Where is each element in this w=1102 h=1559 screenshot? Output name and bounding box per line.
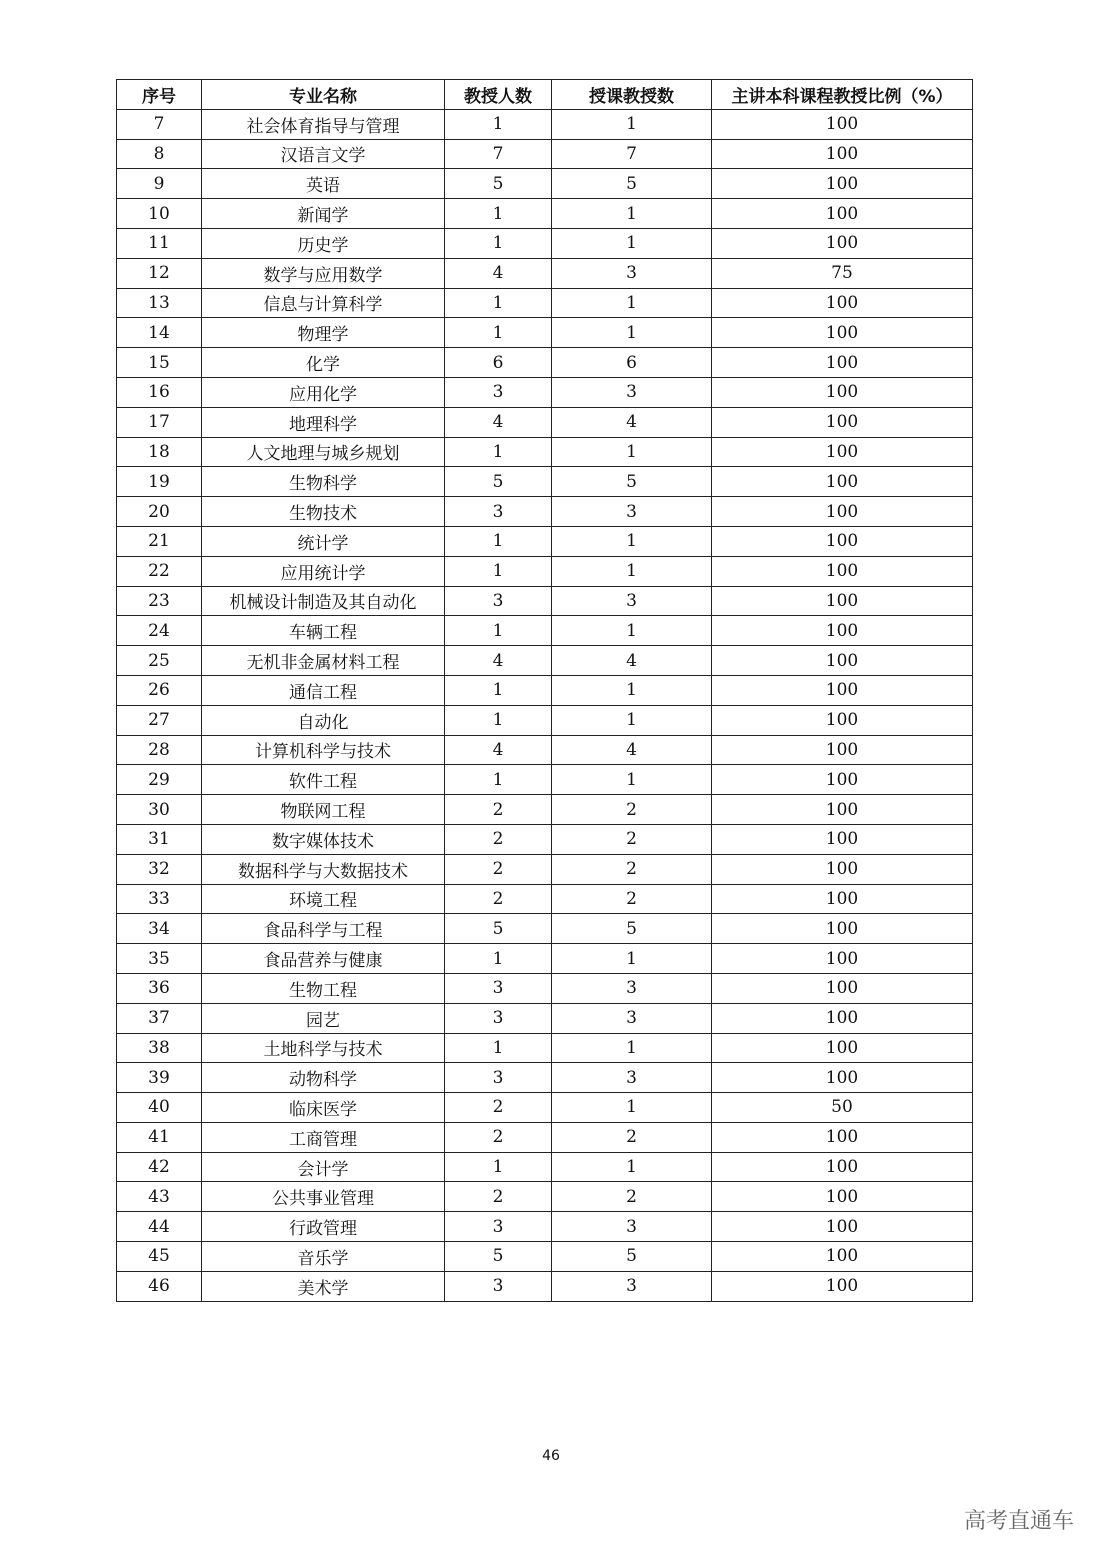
table-row	[117, 377, 973, 407]
cell-teaching-professor-count: 5	[552, 169, 712, 199]
cell-serial: 18	[117, 437, 202, 467]
cell-teaching-professor-count: 5	[552, 914, 712, 944]
cell-teaching-ratio: 100	[712, 228, 973, 258]
cell-serial: 27	[117, 705, 202, 735]
cell-teaching-professor-count: 1	[552, 944, 712, 974]
cell-serial: 46	[117, 1271, 202, 1301]
cell-major-name: 新闻学	[202, 199, 445, 229]
cell-teaching-ratio: 100	[712, 675, 973, 705]
cell-professor-count: 1	[445, 944, 552, 974]
cell-professor-count: 1	[445, 109, 552, 139]
cell-professor-count: 4	[445, 258, 552, 288]
header-teaching-ratio: 主讲本科课程教授比例（%）	[712, 80, 973, 110]
cell-serial: 39	[117, 1063, 202, 1093]
cell-serial: 35	[117, 944, 202, 974]
cell-teaching-professor-count: 1	[552, 1093, 712, 1123]
cell-serial: 8	[117, 139, 202, 169]
header-professor-count: 教授人数	[445, 80, 552, 110]
cell-professor-count: 5	[445, 914, 552, 944]
cell-professor-count: 1	[445, 199, 552, 229]
table-row	[117, 705, 973, 735]
cell-professor-count: 1	[445, 765, 552, 795]
table-row	[117, 556, 973, 586]
cell-teaching-professor-count: 5	[552, 467, 712, 497]
cell-teaching-professor-count: 1	[552, 1033, 712, 1063]
cell-teaching-ratio: 100	[712, 318, 973, 348]
table-row	[117, 646, 973, 676]
cell-serial: 24	[117, 616, 202, 646]
table-row	[117, 258, 973, 288]
cell-major-name: 食品营养与健康	[202, 944, 445, 974]
cell-serial: 22	[117, 556, 202, 586]
table-row	[117, 824, 973, 854]
cell-professor-count: 3	[445, 1063, 552, 1093]
cell-major-name: 物联网工程	[202, 795, 445, 825]
cell-professor-count: 2	[445, 1122, 552, 1152]
cell-teaching-professor-count: 6	[552, 348, 712, 378]
table-row	[117, 1152, 973, 1182]
cell-teaching-professor-count: 1	[552, 199, 712, 229]
cell-professor-count: 2	[445, 1093, 552, 1123]
table-row	[117, 914, 973, 944]
cell-professor-count: 3	[445, 973, 552, 1003]
table-row	[117, 348, 973, 378]
cell-serial: 9	[117, 169, 202, 199]
cell-serial: 45	[117, 1242, 202, 1272]
cell-teaching-professor-count: 4	[552, 735, 712, 765]
cell-teaching-professor-count: 4	[552, 646, 712, 676]
header-major-name: 专业名称	[202, 80, 445, 110]
cell-teaching-ratio: 100	[712, 526, 973, 556]
cell-teaching-ratio: 100	[712, 705, 973, 735]
cell-serial: 19	[117, 467, 202, 497]
cell-teaching-professor-count: 5	[552, 1242, 712, 1272]
cell-major-name: 人文地理与城乡规划	[202, 437, 445, 467]
cell-teaching-ratio: 50	[712, 1093, 973, 1123]
cell-serial: 7	[117, 109, 202, 139]
cell-professor-count: 2	[445, 884, 552, 914]
cell-major-name: 应用化学	[202, 377, 445, 407]
cell-teaching-ratio: 100	[712, 199, 973, 229]
cell-teaching-ratio: 100	[712, 407, 973, 437]
cell-major-name: 临床医学	[202, 1093, 445, 1123]
cell-serial: 42	[117, 1152, 202, 1182]
cell-teaching-ratio: 100	[712, 944, 973, 974]
cell-professor-count: 1	[445, 437, 552, 467]
cell-major-name: 土地科学与技术	[202, 1033, 445, 1063]
cell-major-name: 社会体育指导与管理	[202, 109, 445, 139]
cell-teaching-professor-count: 3	[552, 973, 712, 1003]
table-row	[117, 944, 973, 974]
cell-teaching-professor-count: 2	[552, 884, 712, 914]
cell-professor-count: 3	[445, 1003, 552, 1033]
cell-teaching-professor-count: 2	[552, 1122, 712, 1152]
table-row	[117, 288, 973, 318]
cell-serial: 38	[117, 1033, 202, 1063]
cell-teaching-ratio: 100	[712, 1271, 973, 1301]
cell-professor-count: 2	[445, 1182, 552, 1212]
cell-teaching-professor-count: 3	[552, 377, 712, 407]
cell-major-name: 汉语言文学	[202, 139, 445, 169]
cell-major-name: 物理学	[202, 318, 445, 348]
cell-serial: 44	[117, 1212, 202, 1242]
cell-teaching-ratio: 100	[712, 1033, 973, 1063]
cell-serial: 32	[117, 854, 202, 884]
table-row	[117, 407, 973, 437]
cell-serial: 12	[117, 258, 202, 288]
cell-professor-count: 1	[445, 228, 552, 258]
cell-professor-count: 5	[445, 169, 552, 199]
cell-serial: 11	[117, 228, 202, 258]
cell-major-name: 自动化	[202, 705, 445, 735]
table-row	[117, 1212, 973, 1242]
cell-major-name: 英语	[202, 169, 445, 199]
cell-major-name: 计算机科学与技术	[202, 735, 445, 765]
table-row	[117, 765, 973, 795]
table-row	[117, 169, 973, 199]
cell-serial: 34	[117, 914, 202, 944]
cell-teaching-ratio: 100	[712, 884, 973, 914]
cell-teaching-ratio: 100	[712, 616, 973, 646]
cell-professor-count: 2	[445, 854, 552, 884]
table-row	[117, 1093, 973, 1123]
cell-major-name: 机械设计制造及其自动化	[202, 586, 445, 616]
cell-professor-count: 3	[445, 377, 552, 407]
cell-teaching-professor-count: 7	[552, 139, 712, 169]
cell-professor-count: 1	[445, 705, 552, 735]
cell-serial: 21	[117, 526, 202, 556]
cell-major-name: 无机非金属材料工程	[202, 646, 445, 676]
table-row	[117, 586, 973, 616]
cell-professor-count: 3	[445, 586, 552, 616]
cell-major-name: 信息与计算科学	[202, 288, 445, 318]
cell-major-name: 会计学	[202, 1152, 445, 1182]
cell-teaching-ratio: 100	[712, 1152, 973, 1182]
cell-major-name: 历史学	[202, 228, 445, 258]
cell-teaching-ratio: 75	[712, 258, 973, 288]
cell-major-name: 数据科学与大数据技术	[202, 854, 445, 884]
cell-serial: 37	[117, 1003, 202, 1033]
header-serial: 序号	[117, 80, 202, 110]
cell-professor-count: 1	[445, 675, 552, 705]
cell-teaching-professor-count: 1	[552, 1152, 712, 1182]
cell-serial: 31	[117, 824, 202, 854]
cell-serial: 33	[117, 884, 202, 914]
cell-major-name: 数学与应用数学	[202, 258, 445, 288]
table-row	[117, 616, 973, 646]
table-row	[117, 1063, 973, 1093]
cell-serial: 23	[117, 586, 202, 616]
cell-major-name: 化学	[202, 348, 445, 378]
cell-serial: 17	[117, 407, 202, 437]
cell-teaching-professor-count: 1	[552, 288, 712, 318]
cell-serial: 14	[117, 318, 202, 348]
cell-teaching-professor-count: 1	[552, 705, 712, 735]
cell-teaching-ratio: 100	[712, 109, 973, 139]
table-row	[117, 497, 973, 527]
cell-major-name: 生物技术	[202, 497, 445, 527]
cell-teaching-professor-count: 1	[552, 675, 712, 705]
cell-teaching-professor-count: 4	[552, 407, 712, 437]
cell-teaching-ratio: 100	[712, 795, 973, 825]
table-row	[117, 1242, 973, 1272]
cell-serial: 30	[117, 795, 202, 825]
cell-serial: 10	[117, 199, 202, 229]
cell-serial: 25	[117, 646, 202, 676]
table-row	[117, 735, 973, 765]
cell-teaching-professor-count: 3	[552, 586, 712, 616]
cell-serial: 20	[117, 497, 202, 527]
cell-professor-count: 4	[445, 407, 552, 437]
watermark: 高考直通车	[963, 1509, 1074, 1534]
cell-teaching-professor-count: 1	[552, 765, 712, 795]
cell-serial: 41	[117, 1122, 202, 1152]
cell-teaching-professor-count: 3	[552, 1003, 712, 1033]
cell-professor-count: 1	[445, 288, 552, 318]
cell-teaching-ratio: 100	[712, 735, 973, 765]
table-row	[117, 228, 973, 258]
cell-teaching-ratio: 100	[712, 914, 973, 944]
cell-teaching-professor-count: 1	[552, 616, 712, 646]
cell-teaching-ratio: 100	[712, 765, 973, 795]
table-row	[117, 139, 973, 169]
cell-major-name: 公共事业管理	[202, 1182, 445, 1212]
cell-major-name: 工商管理	[202, 1122, 445, 1152]
cell-serial: 28	[117, 735, 202, 765]
table-row	[117, 854, 973, 884]
cell-teaching-ratio: 100	[712, 139, 973, 169]
cell-professor-count: 7	[445, 139, 552, 169]
cell-teaching-professor-count: 2	[552, 1182, 712, 1212]
cell-major-name: 通信工程	[202, 675, 445, 705]
cell-teaching-professor-count: 3	[552, 1063, 712, 1093]
table-row	[117, 1033, 973, 1063]
cell-major-name: 动物科学	[202, 1063, 445, 1093]
cell-professor-count: 1	[445, 526, 552, 556]
cell-major-name: 美术学	[202, 1271, 445, 1301]
cell-professor-count: 3	[445, 1212, 552, 1242]
cell-teaching-ratio: 100	[712, 854, 973, 884]
cell-professor-count: 1	[445, 1152, 552, 1182]
cell-professor-count: 3	[445, 497, 552, 527]
cell-serial: 15	[117, 348, 202, 378]
cell-professor-count: 4	[445, 646, 552, 676]
cell-professor-count: 1	[445, 1033, 552, 1063]
cell-teaching-ratio: 100	[712, 497, 973, 527]
cell-teaching-professor-count: 1	[552, 556, 712, 586]
cell-professor-count: 1	[445, 318, 552, 348]
cell-professor-count: 4	[445, 735, 552, 765]
cell-teaching-ratio: 100	[712, 973, 973, 1003]
cell-teaching-ratio: 100	[712, 437, 973, 467]
professor-teaching-table	[116, 79, 973, 1302]
table-row	[117, 1122, 973, 1152]
cell-professor-count: 6	[445, 348, 552, 378]
cell-teaching-ratio: 100	[712, 556, 973, 586]
cell-professor-count: 5	[445, 1242, 552, 1272]
cell-teaching-professor-count: 2	[552, 854, 712, 884]
cell-serial: 40	[117, 1093, 202, 1123]
cell-professor-count: 2	[445, 795, 552, 825]
cell-major-name: 环境工程	[202, 884, 445, 914]
table-row	[117, 109, 973, 139]
cell-professor-count: 5	[445, 467, 552, 497]
cell-teaching-professor-count: 2	[552, 824, 712, 854]
cell-major-name: 生物工程	[202, 973, 445, 1003]
table-row	[117, 884, 973, 914]
cell-professor-count: 1	[445, 616, 552, 646]
cell-teaching-ratio: 100	[712, 646, 973, 676]
table-row	[117, 437, 973, 467]
cell-teaching-ratio: 100	[712, 1212, 973, 1242]
cell-major-name: 车辆工程	[202, 616, 445, 646]
table-row	[117, 467, 973, 497]
cell-serial: 43	[117, 1182, 202, 1212]
cell-serial: 26	[117, 675, 202, 705]
table-row	[117, 526, 973, 556]
cell-teaching-professor-count: 2	[552, 795, 712, 825]
cell-teaching-ratio: 100	[712, 824, 973, 854]
cell-teaching-ratio: 100	[712, 1122, 973, 1152]
table-row	[117, 1271, 973, 1301]
cell-teaching-ratio: 100	[712, 1003, 973, 1033]
cell-teaching-ratio: 100	[712, 288, 973, 318]
table-header-row	[117, 80, 973, 110]
page-number: 46	[542, 1448, 560, 1464]
table-row	[117, 1182, 973, 1212]
cell-major-name: 园艺	[202, 1003, 445, 1033]
cell-teaching-ratio: 100	[712, 1182, 973, 1212]
cell-serial: 13	[117, 288, 202, 318]
cell-major-name: 应用统计学	[202, 556, 445, 586]
cell-teaching-professor-count: 3	[552, 1271, 712, 1301]
table-row	[117, 318, 973, 348]
cell-major-name: 地理科学	[202, 407, 445, 437]
table-row	[117, 1003, 973, 1033]
cell-major-name: 行政管理	[202, 1212, 445, 1242]
cell-teaching-professor-count: 3	[552, 497, 712, 527]
cell-teaching-ratio: 100	[712, 377, 973, 407]
cell-major-name: 音乐学	[202, 1242, 445, 1272]
cell-teaching-professor-count: 1	[552, 526, 712, 556]
cell-major-name: 统计学	[202, 526, 445, 556]
table-row	[117, 795, 973, 825]
cell-teaching-ratio: 100	[712, 169, 973, 199]
cell-teaching-ratio: 100	[712, 1242, 973, 1272]
cell-teaching-ratio: 100	[712, 467, 973, 497]
cell-teaching-ratio: 100	[712, 586, 973, 616]
cell-major-name: 生物科学	[202, 467, 445, 497]
table-body	[117, 109, 973, 1301]
cell-major-name: 软件工程	[202, 765, 445, 795]
cell-serial: 29	[117, 765, 202, 795]
cell-teaching-professor-count: 1	[552, 109, 712, 139]
cell-teaching-ratio: 100	[712, 348, 973, 378]
table-row	[117, 675, 973, 705]
table-row	[117, 199, 973, 229]
cell-teaching-professor-count: 1	[552, 437, 712, 467]
cell-major-name: 食品科学与工程	[202, 914, 445, 944]
cell-serial: 36	[117, 973, 202, 1003]
cell-teaching-professor-count: 3	[552, 1212, 712, 1242]
cell-serial: 16	[117, 377, 202, 407]
cell-professor-count: 2	[445, 824, 552, 854]
cell-teaching-ratio: 100	[712, 1063, 973, 1093]
cell-professor-count: 1	[445, 556, 552, 586]
cell-teaching-professor-count: 1	[552, 318, 712, 348]
cell-professor-count: 3	[445, 1271, 552, 1301]
header-teaching-professor-count: 授课教授数	[552, 80, 712, 110]
cell-teaching-professor-count: 3	[552, 258, 712, 288]
cell-major-name: 数字媒体技术	[202, 824, 445, 854]
cell-teaching-professor-count: 1	[552, 228, 712, 258]
table-row	[117, 973, 973, 1003]
